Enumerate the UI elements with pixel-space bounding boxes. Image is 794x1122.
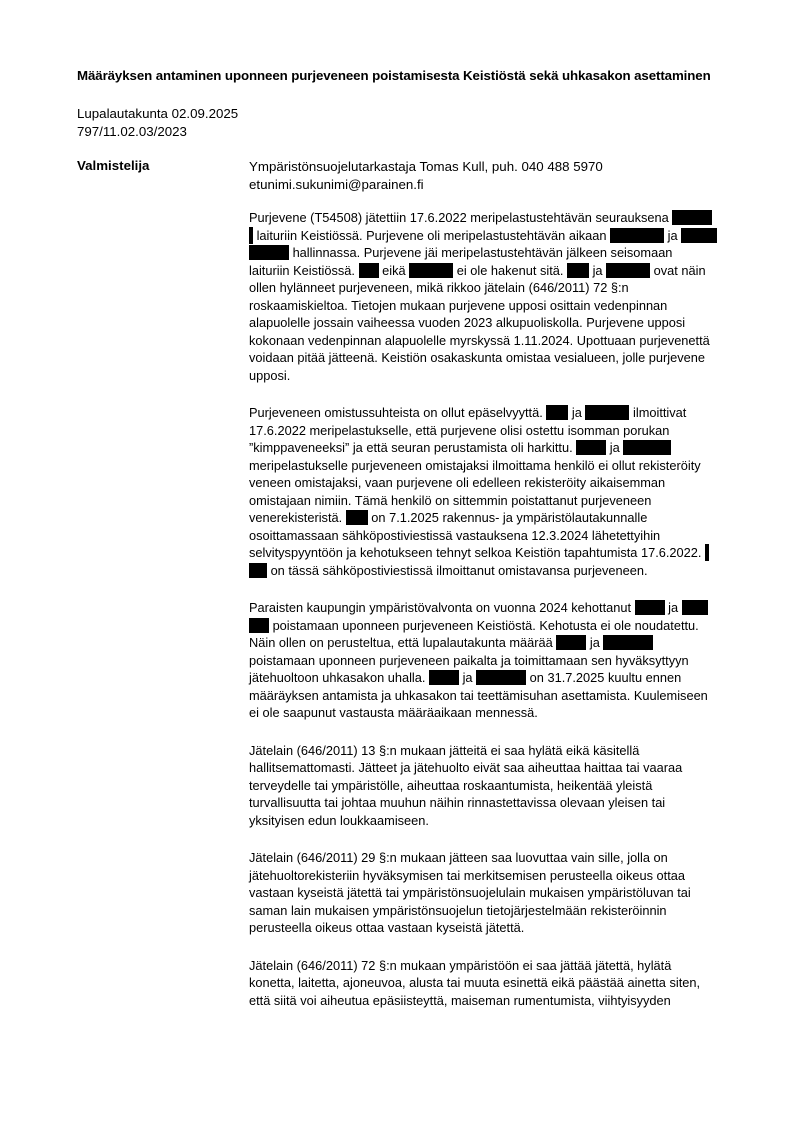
redaction-box xyxy=(682,600,708,615)
redaction-box xyxy=(672,210,712,225)
document-meta xyxy=(77,105,238,140)
redaction-box xyxy=(476,670,526,685)
redaction-box xyxy=(409,263,453,278)
preparer-email: etunimi.sukunimi@parainen.fi xyxy=(249,177,424,192)
redaction-box xyxy=(623,440,671,455)
paragraph-1: Purjevene (T54508) jätettiin 17.6.2022 meripelastustehtävän seurauksena laituriin Keistiössä. Purjevene oli meripelastustehtävän aikaan ja hallinnassa. Purjevene jäi meripelastustehtävän jälkeen seisomaan laituriin Keistiössä. eikä ei ole hakenut sitä. ja ovat näin ollen hylänneet purjeveneen, mikä rikkoo jätelain (646/2011) 72 §:n roskaamiskieltoa. Tietojen mukaan purjevene upposi osittain vedenpinnan alapuolelle jossain vaiheessa vuoden 2023 alkupuoliskolla. Purjevene upposi kokonaan vedenpinnan alapuolelle myrskyssä 1.11.2024. Upottuaan purjevenettä voidaan pitää jätteenä. Keistiön osakaskunta omistaa vesialueen, jolle purjevene upposi. xyxy=(249,209,741,384)
meeting-date: Lupalautakunta 02.09.2025 xyxy=(77,106,239,121)
redaction-box xyxy=(603,635,653,650)
redaction-box xyxy=(429,670,459,685)
document-title: Määräyksen antaminen uponneen purjeveneen poistamisesta Keistiöstä sekä uhkasakon asettaminen xyxy=(77,68,711,83)
redaction-box xyxy=(249,563,267,578)
redaction-box xyxy=(567,263,589,278)
preparer-block xyxy=(249,158,603,194)
document-body xyxy=(249,209,741,1029)
redaction-box xyxy=(249,245,289,260)
redaction-box xyxy=(635,600,665,615)
paragraph-2: Purjeveneen omistussuhteista on ollut epäselvyyttä. ja ilmoittivat 17.6.2022 meripelastukselle, että purjevene olisi ostettu isomman porukan ”kimppaveneeksi” ja että seuran perustamista oli harkittu. ja meripelastukselle purjeveneen omistajaksi ilmoittama henkilö ei ollut rekisteröity veneen omistajaksi, vaan purjevene oli edelleen rekisteröity aikaisemman omistajaan nimiin. Tämä henkilö on sittemmin poistattanut purjeveneen venerekisteristä. on 7.1.2025 rakennus- ja ympäristölautakunnalle osoittamassaan sähköpostiviestissä vastauksena 12.3.2024 lähetettyihin selvityspyyntöön ja kehotukseen tehnyt selkoa Keistiön tapahtumista 17.6.2022. on tässä sähköpostiviestissä ilmoittanut omistavansa purjeveneen. xyxy=(249,404,741,579)
redaction-box xyxy=(576,440,606,455)
redaction-box xyxy=(359,263,379,278)
redaction-box xyxy=(546,405,568,420)
paragraph-5: Jätelain (646/2011) 29 §:n mukaan jätteen saa luovuttaa vain sille, jolla on jätehuoltorekisteriin hyväksymisen tai merkitsemisen perusteella oikeus ottaa vastaan kyseistä jätettä tai ympäristönsuojelulain mukaisen ympäristöluvan tai saman lain mukaisen ympäristönsuojelun tietojärjestelmään rekisteröinnin perusteella oikeus ottaa vastaan kyseistä jätettä. xyxy=(249,850,691,935)
paragraph-3: Paraisten kaupungin ympäristövalvonta on vuonna 2024 kehottanut ja poistamaan uponneen purjeveneen Keistiöstä. Kehotusta ei ole noudatettu. Näin ollen on perusteltua, että lupalautakunta määrää ja poistamaan uponneen purjeveneen paikalta ja toimittamaan sen hyväksyttyyn jätehuoltoon uhkasakon uhalla. ja on 31.7.2025 kuultu ennen määräyksen antamista ja uhkasakon tai teettämisuhan asettamista. Kuulemiseen ei ole saapunut vastausta määräaikaan mennessä. xyxy=(249,600,708,720)
redaction-box xyxy=(606,263,650,278)
redaction-box xyxy=(681,228,717,243)
reference-number: 797/11.02.03/2023 xyxy=(77,123,187,139)
redaction-box xyxy=(610,228,664,243)
paragraph-6: Jätelain (646/2011) 72 §:n mukaan ympäristöön ei saa jättää jätettä, hylätä konetta, laitetta, ajoneuvoa, alusta tai muuta esinettä eikä päästää ainetta siten, että siitä voi aiheutua epäsiisteyttä, maiseman rumentumista, viihtyisyyden xyxy=(249,957,701,1008)
redaction-box xyxy=(346,510,368,525)
redaction-box xyxy=(556,635,586,650)
redaction-box xyxy=(705,544,709,561)
redaction-box xyxy=(249,227,253,244)
redaction-box xyxy=(249,618,269,633)
paragraph-4: Jätelain (646/2011) 13 §:n mukaan jätteitä ei saa hylätä eikä käsitellä hallitsemattomasti. Jätteet ja jätehuolto eivät saa aiheuttaa haittaa tai vaaraa terveydelle tai ympäristölle, aiheuttaa roskaantumista, heikentää yleistä turvallisuutta tai johtaa muuhun näihin rinnastettavissa olevaan yleisen tai yksityisen edun loukkaamiseen. xyxy=(249,742,683,828)
section-label: Valmistelija xyxy=(77,158,150,173)
preparer-name: Ympäristönsuojelutarkastaja Tomas Kull, puh. 040 488 5970 xyxy=(249,159,603,174)
redaction-box xyxy=(585,405,629,420)
